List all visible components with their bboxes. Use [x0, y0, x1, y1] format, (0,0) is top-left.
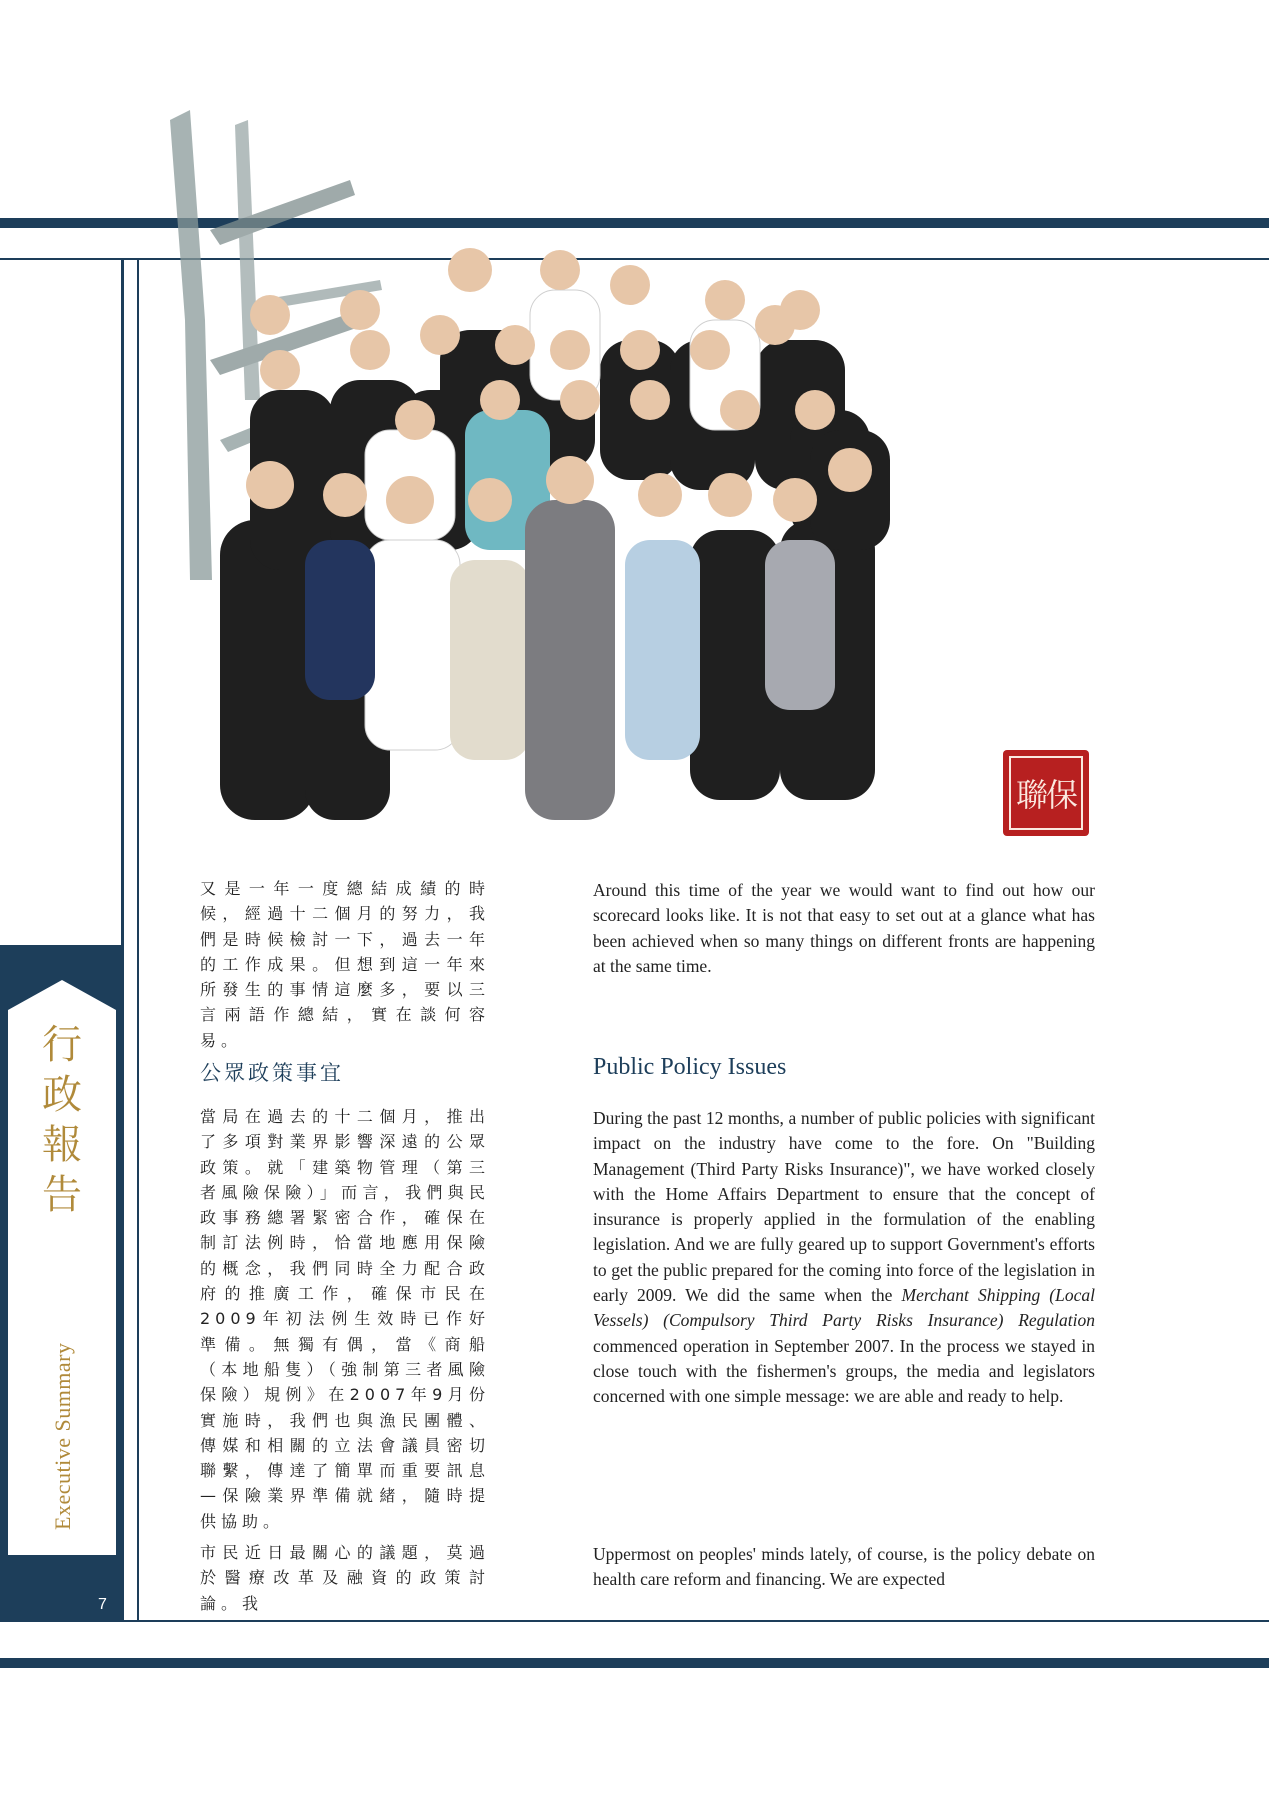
- company-seal-stamp: [1003, 750, 1089, 836]
- health-paragraph-english: Uppermost on peoples' minds lately, of course, is the policy debate on health care reform and financing. We are expected: [593, 1544, 1095, 1590]
- page-number: 7: [98, 1596, 107, 1613]
- left-vertical-rule-inner: [137, 258, 139, 1620]
- section-title-chinese: [30, 1020, 94, 1220]
- public-policy-body-chinese: 當局在過去的十二個月，推出了多項對業界影響深遠的公眾政策。就「建築物管理（第三者風險保險）」而言，我們與民政事務總署緊密合作，確保在制訂法例時，恰當地應用保險的概念，我們同時全力配合政府的推廣工作，確保市民在2009年初法例生效時已作好準備。無獨有偶，當《商船（本地船隻）（強制第三者風險保險）規例》在2007年9月份實施時，我們也與漁民團體、傳媒和相關的立法會議員密切聯繫，傳達了簡單而重要訊息—保險業界準備就緒，隨時提供協助。: [200, 1107, 490, 1531]
- section-char: 行: [42, 1022, 82, 1068]
- section-char: 報: [42, 1122, 82, 1168]
- seal-text: 聯保: [1015, 776, 1076, 814]
- side-tab-notch: [8, 980, 116, 1010]
- bottom-thin-rule: [0, 1620, 1269, 1622]
- intro-english: Around this time of the year we would want to find out how our scorecard looks like. It is not that easy to set out at a glance what has been achieved when so many things on different fronts are happening at the same time.: [593, 880, 1095, 976]
- health-paragraph-chinese: 市民近日最關心的議題，莫過於醫療改革及融資的政策討論。我: [200, 1543, 490, 1613]
- public-policy-heading-english: Public Policy Issues: [593, 1054, 787, 1080]
- bottom-rule: [0, 1658, 1269, 1668]
- public-policy-heading-chinese: 公眾政策事宜: [200, 1061, 344, 1085]
- public-policy-body-english: [593, 1106, 1095, 1410]
- regulation-title: Merchant Shipping (Local Vessels) (Compulsory Third Party Risks Insurance) Regulation: [593, 1285, 1095, 1331]
- staff-group-photo: [150, 100, 1030, 875]
- seal-border: [1009, 756, 1083, 830]
- section-char: 政: [42, 1072, 82, 1118]
- section-char: 告: [42, 1172, 82, 1218]
- public-policy-body-part-2: commenced operation in September 2007. In the process we stayed in close touch with the fishermen's groups, the media and legislators concerned with one simple message: we are able and ready to help.: [593, 1335, 1095, 1407]
- intro-chinese: 又是一年一度總結成績的時候，經過十二個月的努力，我們是時候檢討一下，過去一年的工作成果。但想到這一年來所發生的事情這麼多，要以三言兩語作總結，實在談何容易。: [200, 879, 490, 1050]
- section-title-english: Executive Summary: [50, 1342, 75, 1530]
- public-policy-body-part-1: During the past 12 months, a number of public policies with significant impact on the industry have come to the fore. On "Building Management (Third Party Risks Insurance)", we have worked closely with the Home Affairs Department to ensure that the concept of insurance is properly applied in the formulation of the enabling legislation. And we are fully geared up to support Government's efforts to get the public prepared for the coming into force of the legislation in early 2009. We did the same when the: [593, 1108, 1095, 1306]
